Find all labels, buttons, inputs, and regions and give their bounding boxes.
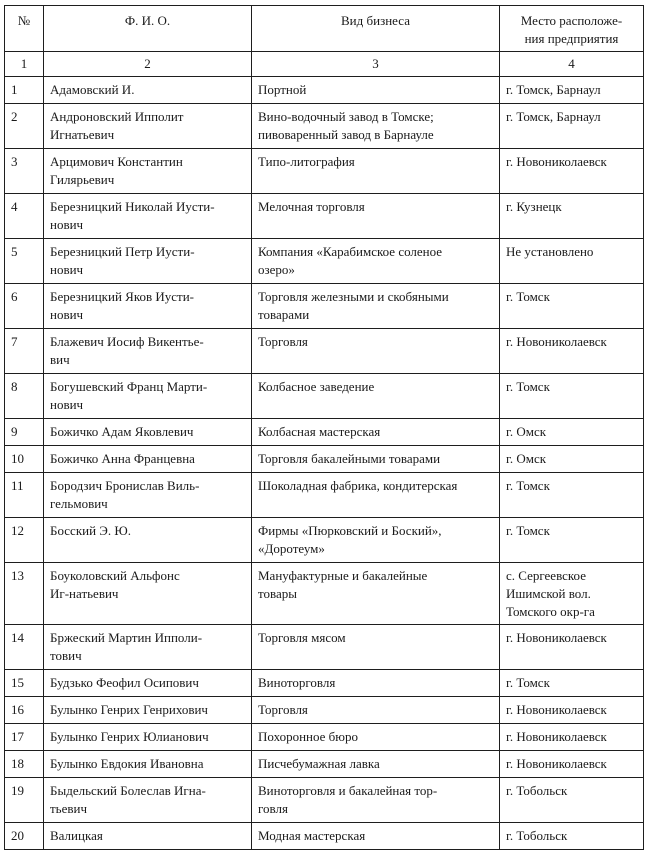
person-name-cell — [44, 149, 252, 194]
location-cell — [500, 149, 644, 194]
person-name-cell — [44, 284, 252, 329]
business-type-cell — [252, 284, 500, 329]
business-type-cell-line: озеро» — [258, 262, 295, 277]
person-name-cell — [44, 329, 252, 374]
row-number: 10 — [5, 446, 44, 473]
business-type-cell-line: Торговля мясом — [258, 630, 346, 645]
business-type-cell — [252, 823, 500, 850]
location-cell-line: г. Новониколаевск — [506, 729, 607, 744]
person-name-cell-line: Божичко Адам Яковлевич — [50, 424, 194, 439]
person-name-cell — [44, 239, 252, 284]
person-name-cell-line: Березницкий Николай Иусти- — [50, 199, 215, 214]
table-row — [5, 724, 644, 751]
table-row — [5, 823, 644, 850]
business-type-cell — [252, 374, 500, 419]
business-type-cell — [252, 329, 500, 374]
business-type-cell — [252, 670, 500, 697]
person-name-cell-line: Булынко Генрих Генрихович — [50, 702, 208, 717]
location-cell — [500, 473, 644, 518]
column-index: 3 — [252, 52, 500, 77]
person-name-cell — [44, 518, 252, 563]
table-row — [5, 329, 644, 374]
person-name-cell-line: тьевич — [50, 801, 88, 816]
location-cell-line: г. Новониколаевск — [506, 702, 607, 717]
person-name-cell — [44, 77, 252, 104]
business-type-cell-line: Торговля железными и скобяными — [258, 289, 449, 304]
column-index: 2 — [44, 52, 252, 77]
person-name-cell-line: Божичко Анна Францевна — [50, 451, 195, 466]
person-name-cell — [44, 697, 252, 724]
location-cell-line: г. Омск — [506, 424, 547, 439]
person-name-cell-line: Блажевич Иосиф Викентье- — [50, 334, 204, 349]
business-type-cell — [252, 518, 500, 563]
column-header-name: Ф. И. О. — [44, 6, 252, 52]
row-number: 15 — [5, 670, 44, 697]
person-name-cell — [44, 670, 252, 697]
table-row — [5, 625, 644, 670]
person-name-cell — [44, 778, 252, 823]
location-cell — [500, 374, 644, 419]
person-name-cell-line: Андроновский Ипполит — [50, 109, 184, 124]
business-type-cell-line: товарами — [258, 307, 310, 322]
table-row — [5, 194, 644, 239]
column-header-location — [500, 6, 644, 52]
location-cell — [500, 77, 644, 104]
business-type-cell — [252, 149, 500, 194]
business-type-cell — [252, 697, 500, 724]
business-type-cell-line: Вино-водочный завод в Томске; — [258, 109, 434, 124]
person-name-cell-line: Боуколовский Альфонс — [50, 568, 180, 583]
row-number: 7 — [5, 329, 44, 374]
business-type-cell-line: Колбасное заведение — [258, 379, 375, 394]
table-row — [5, 149, 644, 194]
row-number: 1 — [5, 77, 44, 104]
business-type-cell — [252, 625, 500, 670]
business-type-cell — [252, 778, 500, 823]
location-cell — [500, 239, 644, 284]
business-type-cell — [252, 194, 500, 239]
business-type-cell-line: Писчебумажная лавка — [258, 756, 380, 771]
person-name-cell-line: Валицкая — [50, 828, 103, 843]
location-cell — [500, 329, 644, 374]
row-number: 20 — [5, 823, 44, 850]
person-name-cell-line: Булынко Евдокия Ивановна — [50, 756, 204, 771]
table-row — [5, 563, 644, 625]
business-type-cell-line: товары — [258, 586, 297, 601]
location-cell-line: г. Новониколаевск — [506, 630, 607, 645]
location-cell — [500, 751, 644, 778]
business-type-cell — [252, 104, 500, 149]
person-name-cell-line: Гилярьевич — [50, 172, 115, 187]
table-row — [5, 751, 644, 778]
location-cell — [500, 194, 644, 239]
table-row — [5, 518, 644, 563]
location-cell — [500, 563, 644, 625]
table-row — [5, 419, 644, 446]
business-type-cell-line: Колбасная мастерская — [258, 424, 381, 439]
location-cell-line: Не установлено — [506, 244, 594, 259]
location-cell-line: г. Омск — [506, 451, 547, 466]
table-row — [5, 77, 644, 104]
business-type-cell-line: Портной — [258, 82, 307, 97]
business-type-cell-line: Торговля — [258, 334, 308, 349]
business-type-cell-line: Похоронное бюро — [258, 729, 358, 744]
person-name-cell-line: Босский Э. Ю. — [50, 523, 132, 538]
location-cell — [500, 724, 644, 751]
person-name-cell — [44, 104, 252, 149]
business-type-cell-line: говля — [258, 801, 288, 816]
location-cell — [500, 518, 644, 563]
location-cell-line: г. Новониколаевск — [506, 154, 607, 169]
business-type-cell — [252, 751, 500, 778]
location-cell-line: г. Томск — [506, 478, 550, 493]
person-name-cell — [44, 625, 252, 670]
column-header-location-line: Место расположе- — [520, 13, 623, 28]
row-number: 12 — [5, 518, 44, 563]
person-name-cell-line: Игнатьевич — [50, 127, 115, 142]
business-type-cell — [252, 239, 500, 284]
row-number: 13 — [5, 563, 44, 625]
location-cell-line: г. Томск, Барнаул — [506, 82, 601, 97]
location-cell-line: г. Томск, Барнаул — [506, 109, 601, 124]
row-number: 4 — [5, 194, 44, 239]
row-number: 9 — [5, 419, 44, 446]
table-row — [5, 284, 644, 329]
location-cell — [500, 823, 644, 850]
business-type-cell-line: Мелочная торговля — [258, 199, 365, 214]
column-header-business: Вид бизнеса — [252, 6, 500, 52]
table-row — [5, 697, 644, 724]
business-type-cell — [252, 563, 500, 625]
row-number: 2 — [5, 104, 44, 149]
table-row — [5, 473, 644, 518]
person-name-cell-line: Адамовский И. — [50, 82, 135, 97]
location-cell — [500, 104, 644, 149]
location-cell-line: г. Томск — [506, 289, 550, 304]
row-number: 19 — [5, 778, 44, 823]
location-cell — [500, 625, 644, 670]
person-name-cell — [44, 724, 252, 751]
business-type-cell — [252, 419, 500, 446]
table-row — [5, 778, 644, 823]
table-row — [5, 670, 644, 697]
person-name-cell-line: Березницкий Петр Иусти- — [50, 244, 195, 259]
location-cell — [500, 419, 644, 446]
business-type-cell — [252, 473, 500, 518]
business-type-cell-line: «Доротеум» — [258, 541, 325, 556]
person-name-cell — [44, 194, 252, 239]
row-number: 6 — [5, 284, 44, 329]
person-name-cell-line: Богушевский Франц Марти- — [50, 379, 208, 394]
table-row — [5, 239, 644, 284]
location-cell-line: г. Новониколаевск — [506, 334, 607, 349]
business-type-cell-line: Торговля — [258, 702, 308, 717]
person-name-cell-line: Арцимович Константин — [50, 154, 183, 169]
row-number: 17 — [5, 724, 44, 751]
person-name-cell-line: вич — [50, 352, 70, 367]
location-cell-line: г. Томск — [506, 675, 550, 690]
location-cell-line: г. Томск — [506, 379, 550, 394]
column-header-number: № — [5, 6, 44, 52]
person-name-cell-line: Бородзич Бронислав Виль- — [50, 478, 200, 493]
header-row — [5, 6, 644, 52]
location-cell-line: г. Кузнецк — [506, 199, 562, 214]
row-number: 5 — [5, 239, 44, 284]
location-cell — [500, 670, 644, 697]
location-cell-line: г. Новониколаевск — [506, 756, 607, 771]
location-cell-line: г. Тобольск — [506, 828, 568, 843]
person-name-cell — [44, 446, 252, 473]
column-index: 1 — [5, 52, 44, 77]
person-name-cell-line: гельмович — [50, 496, 108, 511]
business-type-cell — [252, 446, 500, 473]
location-cell-line: с. Сергеевское — [506, 568, 586, 583]
table-row — [5, 104, 644, 149]
person-name-cell — [44, 751, 252, 778]
person-name-cell-line: нович — [50, 262, 84, 277]
business-type-cell-line: Мануфактурные и бакалейные — [258, 568, 428, 583]
person-name-cell-line: Быдельский Болеслав Игна- — [50, 783, 206, 798]
table-row — [5, 374, 644, 419]
row-number: 18 — [5, 751, 44, 778]
person-name-cell-line: нович — [50, 397, 84, 412]
person-name-cell-line: тович — [50, 648, 82, 663]
location-cell-line: г. Тобольск — [506, 783, 568, 798]
column-index: 4 — [500, 52, 644, 77]
business-type-cell-line: Виноторговля — [258, 675, 336, 690]
location-cell — [500, 778, 644, 823]
business-type-cell — [252, 724, 500, 751]
location-cell-line: г. Томск — [506, 523, 550, 538]
person-name-cell — [44, 563, 252, 625]
business-type-cell-line: Фирмы «Пюрковский и Боский», — [258, 523, 442, 538]
business-type-cell-line: Торговля бакалейными товарами — [258, 451, 441, 466]
location-cell-line: Ишимской вол. — [506, 586, 591, 601]
person-name-cell-line: Березницкий Яков Иусти- — [50, 289, 194, 304]
location-cell — [500, 697, 644, 724]
merchants-table — [4, 5, 644, 850]
person-name-cell — [44, 419, 252, 446]
person-name-cell-line: Бржеский Мартин Ипполи- — [50, 630, 203, 645]
row-number: 16 — [5, 697, 44, 724]
business-type-cell-line: Типо-литография — [258, 154, 355, 169]
person-name-cell-line: нович — [50, 307, 84, 322]
business-type-cell-line: пивоваренный завод в Барнауле — [258, 127, 434, 142]
business-type-cell — [252, 77, 500, 104]
row-number: 14 — [5, 625, 44, 670]
column-index-row — [5, 52, 644, 77]
person-name-cell-line: Булынко Генрих Юлианович — [50, 729, 209, 744]
row-number: 8 — [5, 374, 44, 419]
row-number: 3 — [5, 149, 44, 194]
person-name-cell — [44, 473, 252, 518]
row-number: 11 — [5, 473, 44, 518]
business-type-cell-line: Модная мастерская — [258, 828, 366, 843]
person-name-cell — [44, 374, 252, 419]
table-row — [5, 446, 644, 473]
person-name-cell — [44, 823, 252, 850]
person-name-cell-line: Иг-натьевич — [50, 586, 119, 601]
column-header-location-line: ния предприятия — [524, 31, 619, 46]
business-type-cell-line: Виноторговля и бакалейная тор- — [258, 783, 438, 798]
table-body — [5, 77, 644, 850]
business-type-cell-line: Компания «Карабимское соленое — [258, 244, 443, 259]
business-type-cell-line: Шоколадная фабрика, кондитерская — [258, 478, 458, 493]
location-cell-line: Томского окр-га — [506, 604, 595, 619]
location-cell — [500, 446, 644, 473]
location-cell — [500, 284, 644, 329]
person-name-cell-line: нович — [50, 217, 84, 232]
person-name-cell-line: Будзько Феофил Осипович — [50, 675, 199, 690]
